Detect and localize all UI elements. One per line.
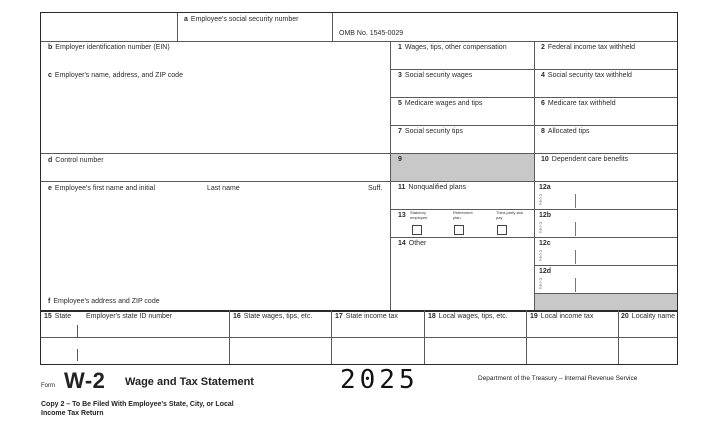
divider [41,41,677,42]
box-12a-separator [575,194,576,208]
form-title: Wage and Tax Statement [125,376,254,388]
box-13-label: 13 [398,212,406,219]
divider [177,13,178,41]
box-14-label: 14 Other [398,240,427,247]
last-name-label: Last name [207,185,240,192]
box-12-shade [535,294,677,310]
box-16-label: 16 State wages, tips, etc. [233,313,313,320]
box-3-label: 3 Social security wages [398,72,473,79]
box-c-label: c Employer's name, address, and ZIP code [48,72,183,79]
box-20-label: 20 Locality name [621,313,675,320]
department-label: Department of the Treasury – Internal Revenue Service [478,375,638,382]
divider [618,310,619,364]
box-12b-label: 12b [539,212,552,219]
box-12a-code-label: C o d e [538,194,543,206]
divider [424,310,425,364]
box-18-label: 18 Local wages, tips, etc. [428,313,508,320]
w2-form [40,12,678,365]
box-12c-code-label: C o d e [538,250,543,262]
box-12d-separator [575,278,576,292]
divider [229,310,230,364]
divider [77,349,78,361]
box-12c-separator [575,250,576,264]
box-12d-code-label: C o d e [538,278,543,290]
box-9-label: 9 [398,156,402,163]
form-code: W-2 [64,368,106,393]
box-6-label: 6 Medicare tax withheld [541,100,616,107]
box-12d-label: 12d [539,268,552,275]
divider [41,153,677,154]
copy-instructions-line-2: Income Tax Return [41,410,104,417]
retirement-plan-label: Retirement plan [453,210,473,220]
box-11-label: 11 Nonqualified plans [398,184,467,191]
divider [526,310,527,364]
statutory-employee-label: Statutory employee [410,210,428,220]
retirement-plan-checkbox[interactable] [454,225,464,235]
copy-instructions-line-1: Copy 2 – To Be Filed With Employee's State, City, or Local [41,401,234,408]
box-17-label: 17 State income tax [335,313,398,320]
box-1-label: 1 Wages, tips, other compensation [398,44,507,51]
box-f-label: f Employee's address and ZIP code [48,298,160,305]
box-12b-separator [575,222,576,236]
box-19-label: 19 Local income tax [530,313,594,320]
divider [332,13,333,41]
divider [41,181,677,182]
divider [534,265,677,266]
box-5-label: 5 Medicare wages and tips [398,100,483,107]
box-12b-code-label: C o d e [538,222,543,234]
box-15-label: 15 State [44,313,72,320]
box-4-label: 4 Social security tax withheld [541,72,632,79]
divider [41,337,677,338]
box-a-label: a Employee's social security number [184,16,299,23]
box-12c-label: 12c [539,240,551,247]
box-2-label: 2 Federal income tax withheld [541,44,636,51]
omb-number: OMB No. 1545-0029 [339,30,404,37]
box-9-shade [391,154,534,181]
employer-state-id-label: Employer's state ID number [86,313,173,320]
suffix-label: Suff. [368,185,383,192]
box-10-label: 10 Dependent care benefits [541,156,629,163]
divider [534,41,535,310]
divider [331,310,332,364]
box-8-label: 8 Allocated tips [541,128,590,135]
tax-year: 2025 [340,365,419,395]
box-d-label: d Control number [48,157,104,164]
statutory-employee-checkbox[interactable] [412,225,422,235]
box-e-label: e Employee's first name and initial [48,185,156,192]
third-party-sick-pay-checkbox[interactable] [497,225,507,235]
divider [77,325,78,337]
box-b-label: b Employer identification number (EIN) [48,44,170,51]
divider [41,310,677,312]
form-word: Form [41,383,55,389]
third-party-sick-pay-label: Third-party sick pay [496,210,524,220]
box-12a-label: 12a [539,184,551,191]
box-7-label: 7 Social security tips [398,128,463,135]
